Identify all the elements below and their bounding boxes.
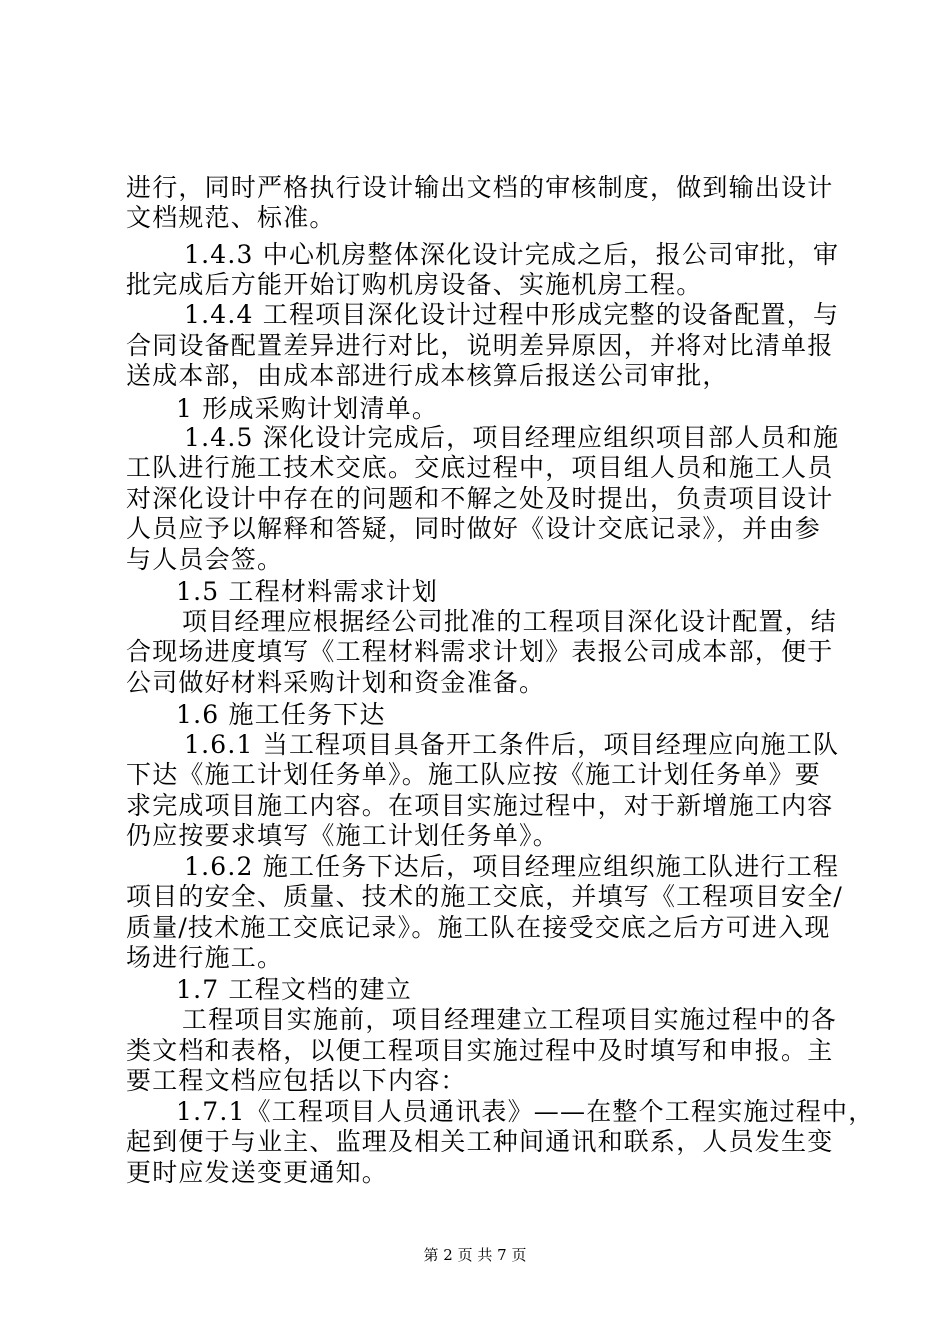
text-line: 合现场进度填写《工程材料需求计划》表报公司成本部，便于 — [126, 637, 834, 666]
text-line: 对深化设计中存在的问题和不解之处及时提出，负责项目设计 — [126, 484, 834, 513]
text-line: 求完成项目施工内容。在项目实施过程中，对于新增施工内容 — [126, 791, 834, 820]
text-line: 公司做好材料采购计划和资金准备。 — [126, 668, 546, 697]
text-line: 工程项目实施前，项目经理建立工程项目实施过程中的各 — [182, 1005, 838, 1034]
text-line: 1 形成采购计划清单。 — [176, 394, 439, 423]
text-line: 1.4.4 工程项目深化设计过程中形成完整的设备配置，与 — [184, 300, 840, 329]
text-line: 类文档和表格，以便工程项目实施过程中及时填写和申报。主 — [126, 1036, 834, 1065]
text-line: 更时应发送变更通知。 — [126, 1158, 389, 1187]
text-line: 1.6.1 当工程项目具备开工条件后，项目经理应向施工队 — [184, 730, 840, 759]
section-heading: 1.7 工程文档的建立 — [176, 975, 412, 1004]
text-line: 1.6.2 施工任务下达后，项目经理应组织施工队进行工程 — [184, 852, 840, 881]
text-line: 项目经理应根据经公司批准的工程项目深化设计配置，结 — [182, 607, 838, 636]
section-heading: 1.6 施工任务下达 — [176, 700, 386, 729]
text-line: 合同设备配置差异进行对比，说明差异原因，并将对比清单报 — [126, 331, 834, 360]
text-line: 文档规范、标准。 — [126, 203, 336, 232]
text-line: 起到便于与业主、监理及相关工种间通讯和联系，人员发生变 — [126, 1127, 834, 1156]
section-heading: 1.5 工程材料需求计划 — [176, 577, 439, 606]
text-line: 人员应予以解释和答疑，同时做好《设计交底记录》，并由参 — [126, 514, 821, 543]
text-line: 1.4.5 深化设计完成后，项目经理应组织项目部人员和施 — [184, 423, 840, 452]
text-line: 批完成后方能开始订购机房设备、实施机房工程。 — [126, 270, 703, 299]
text-line: 1.7.1《工程项目人员通讯表》——在整个工程实施过程中， — [176, 1097, 875, 1126]
text-line: 仍应按要求填写《施工计划任务单》。 — [126, 821, 559, 850]
text-line: 项目的安全、质量、技术的施工交底，并填写《工程项目安全/ — [126, 882, 844, 911]
text-line: 要工程文档应包括以下内容： — [126, 1066, 467, 1095]
text-line: 场进行施工。 — [126, 943, 284, 972]
text-line: 工队进行施工技术交底。交底过程中，项目组人员和施工人员 — [126, 453, 834, 482]
text-line: 下达《施工计划任务单》。施工队应按《施工计划任务单》要 — [126, 760, 821, 789]
text-line: 1.4.3 中心机房整体深化设计完成之后，报公司审批，审 — [184, 240, 840, 269]
page-footer: 第 2 页 共 7 页 — [423, 1246, 527, 1264]
text-line: 送成本部，由成本部进行成本核算后报送公司审批， — [126, 361, 729, 390]
text-line: 与人员会签。 — [126, 545, 284, 574]
text-line: 质量/技术施工交底记录》。施工队在接受交底之后方可进入现 — [126, 913, 831, 942]
text-line: 进行，同时严格执行设计输出文档的审核制度，做到输出设计 — [126, 173, 834, 202]
